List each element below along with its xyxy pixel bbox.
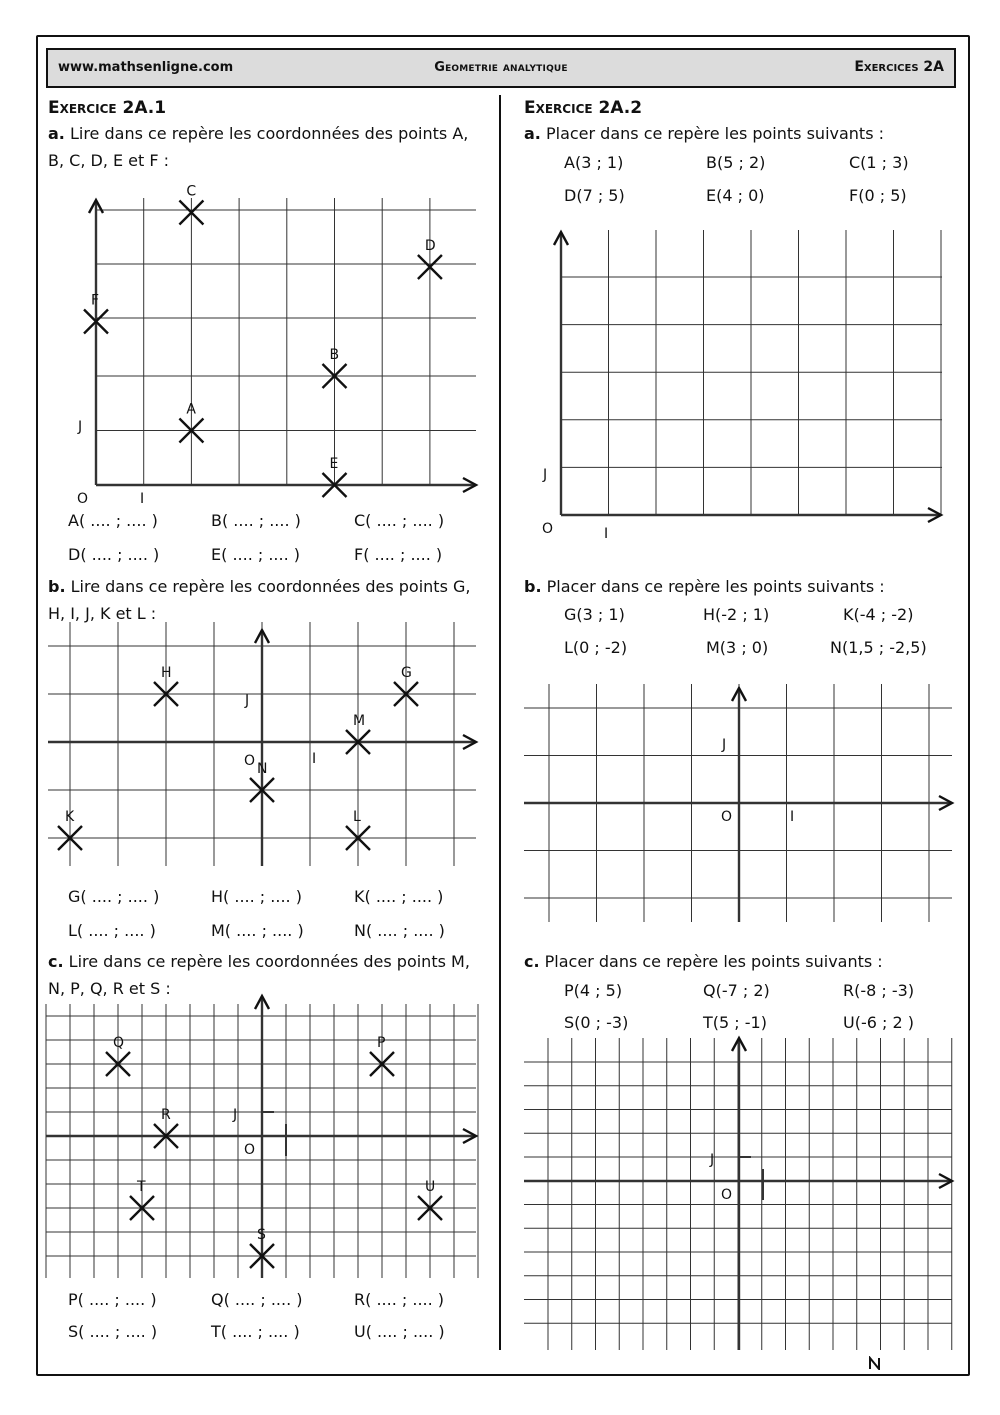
ex1-c-point-label-p: P [377, 1035, 386, 1051]
ex2-a-unit-j-label: J [543, 467, 548, 483]
ex2-b-coord-L: L(0 ; -2) [564, 638, 628, 657]
ex1-a-text: Lire dans ce repère les coordonnées des points A, B, C, D, E et F : [48, 124, 469, 170]
ex1-a-point-label-f: F [91, 292, 100, 309]
ex2-a-coord-F: F(0 ; 5) [849, 186, 907, 205]
ex2-a-coord-C: C(1 ; 3) [849, 153, 909, 172]
ex1-b-answer-L: L( .... ; .... ) [68, 921, 156, 940]
ex1-c-question [48, 948, 488, 1002]
ex1-a-point-label-c: C [186, 183, 197, 200]
ex2-b-letter: b. [524, 577, 542, 596]
ex2-c-coord-S: S(0 ; -3) [564, 1013, 629, 1032]
ex1-a-answer-D: D( .... ; .... ) [68, 545, 160, 564]
ex1-c-point-label-r: R [161, 1107, 171, 1123]
ex2-b-coord-G: G(3 ; 1) [564, 605, 625, 624]
ex2-a-origin-label: O [542, 521, 554, 537]
ex2-c-letter: c. [524, 952, 540, 971]
ex1-a-answer-C: C( .... ; .... ) [354, 511, 445, 530]
ex1-b-point-label-g: G [401, 665, 412, 681]
ex1-b-unit-i-label: I [312, 751, 317, 767]
ex1-a-point-label-e: E [329, 456, 339, 472]
ex1-a-answer-F: F( .... ; .... ) [354, 545, 443, 564]
ex1-b-point-label-n: N [257, 761, 268, 777]
ex2-c-coord-P: P(4 ; 5) [564, 981, 623, 1000]
ex1-b-answer-M: M( .... ; .... ) [211, 921, 304, 940]
ex2-a-coord-B: B(5 ; 2) [706, 153, 766, 172]
ex1-c-answer-P: P( .... ; .... ) [68, 1290, 157, 1309]
ex1-b-answer-G: G( .... ; .... ) [68, 887, 160, 906]
ex1-c-unit-j-label: J [233, 1107, 238, 1123]
ex2-a-coord-E: E(4 ; 0) [706, 186, 765, 205]
ex1-c-origin-label: O [244, 1142, 256, 1158]
ex2-c-text: Placer dans ce repère les points suivants : [544, 952, 883, 971]
header-title: Geometrie analytique [434, 60, 568, 75]
ex1-title: Exercice 2A.1 [48, 98, 167, 118]
ex2-a-coord-D: D(7 ; 5) [564, 186, 625, 205]
ex1-b-origin-label: O [244, 753, 256, 769]
ex1-c-answer-S: S( .... ; .... ) [68, 1322, 158, 1341]
ex1-b-answer-N: N( .... ; .... ) [354, 921, 445, 940]
ex2-c-coord-U: U(-6 ; 2 ) [843, 1013, 914, 1032]
ex1-c-point-label-s: S [257, 1227, 266, 1243]
ex1-a-origin-label: O [77, 491, 89, 507]
ex2-c-question [524, 948, 944, 975]
ex2-b-coord-K: K(-4 ; -2) [843, 605, 914, 624]
ex2-c-unit-j-label: J [710, 1152, 715, 1168]
ex1-c-answer-U: U( .... ; .... ) [354, 1322, 445, 1341]
ex1-c-point-label-u: U [425, 1179, 436, 1195]
ex1-c-text: Lire dans ce repère les coordonnées des points M, N, P, Q, R et S : [48, 952, 470, 998]
ex1-a-unit-j-label: J [78, 419, 83, 435]
ex1-b-point-label-l: L [353, 809, 361, 825]
ex2-b-question [524, 573, 944, 600]
ex1-c-letter: c. [48, 952, 64, 971]
ex2-a-question [524, 120, 944, 147]
ex1-b-letter: b. [48, 577, 66, 596]
page-end-mark [868, 1356, 882, 1370]
ex1-a-point-label-a: A [186, 401, 196, 418]
ex2-a-letter: a. [524, 124, 541, 143]
ex1-b-unit-j-label: J [245, 693, 250, 709]
ex1-c-point-label-t: T [137, 1179, 146, 1195]
ex1-a-point-label-b: B [329, 347, 340, 363]
header-ref: Exercices 2A [854, 59, 944, 75]
ex2-b-text: Placer dans ce repère les points suivants : [546, 577, 885, 596]
ex1-b-question [48, 573, 488, 627]
ex1-b-point-label-k: K [65, 809, 75, 825]
ex1-a-letter: a. [48, 124, 65, 143]
ex2-b-unit-j-label: J [722, 737, 727, 753]
ex1-a-unit-i-label: I [140, 491, 145, 507]
ex2-a-text: Placer dans ce repère les points suivants : [545, 124, 885, 143]
ex1-b-point-label-m: M [353, 713, 366, 729]
ex2-a-unit-i-label: I [604, 526, 609, 542]
ex2-b-coord-N: N(1,5 ; -2,5) [830, 638, 927, 657]
ex1-c-answer-Q: Q( .... ; .... ) [211, 1290, 303, 1309]
ex1-c-answer-R: R( .... ; .... ) [354, 1290, 445, 1309]
ex1-b-point-label-h: H [161, 665, 172, 681]
ex1-b-answer-K: K( .... ; .... ) [354, 887, 444, 906]
ex1-c-answer-T: T( .... ; .... ) [211, 1322, 300, 1341]
ex2-title: Exercice 2A.2 [524, 98, 643, 118]
ex1-a-answer-A: A( .... ; .... ) [68, 511, 158, 530]
ex2-a-coord-A: A(3 ; 1) [564, 153, 624, 172]
ex2-b-unit-i-label: I [790, 809, 795, 825]
ex2-c-coord-T: T(5 ; -1) [703, 1013, 767, 1032]
site-url[interactable]: www.mathsenligne.com [58, 60, 234, 75]
ex1-a-answer-B: B( .... ; .... ) [211, 511, 301, 530]
ex2-c-origin-label: O [721, 1187, 733, 1203]
ex2-b-coord-M: M(3 ; 0) [706, 638, 769, 657]
ex2-b-coord-H: H(-2 ; 1) [703, 605, 770, 624]
ex2-b-origin-label: O [721, 809, 733, 825]
ex1-a-point-label-d: D [424, 238, 436, 254]
ex1-c-point-label-q: Q [113, 1035, 125, 1051]
ex1-b-text: Lire dans ce repère les coordonnées des points G, H, I, J, K et L : [48, 577, 471, 623]
ex2-c-coord-Q: Q(-7 ; 2) [703, 981, 770, 1000]
ex1-b-answer-H: H( .... ; .... ) [211, 887, 302, 906]
ex2-c-coord-R: R(-8 ; -3) [843, 981, 915, 1000]
ex1-a-answer-E: E( .... ; .... ) [211, 545, 301, 564]
